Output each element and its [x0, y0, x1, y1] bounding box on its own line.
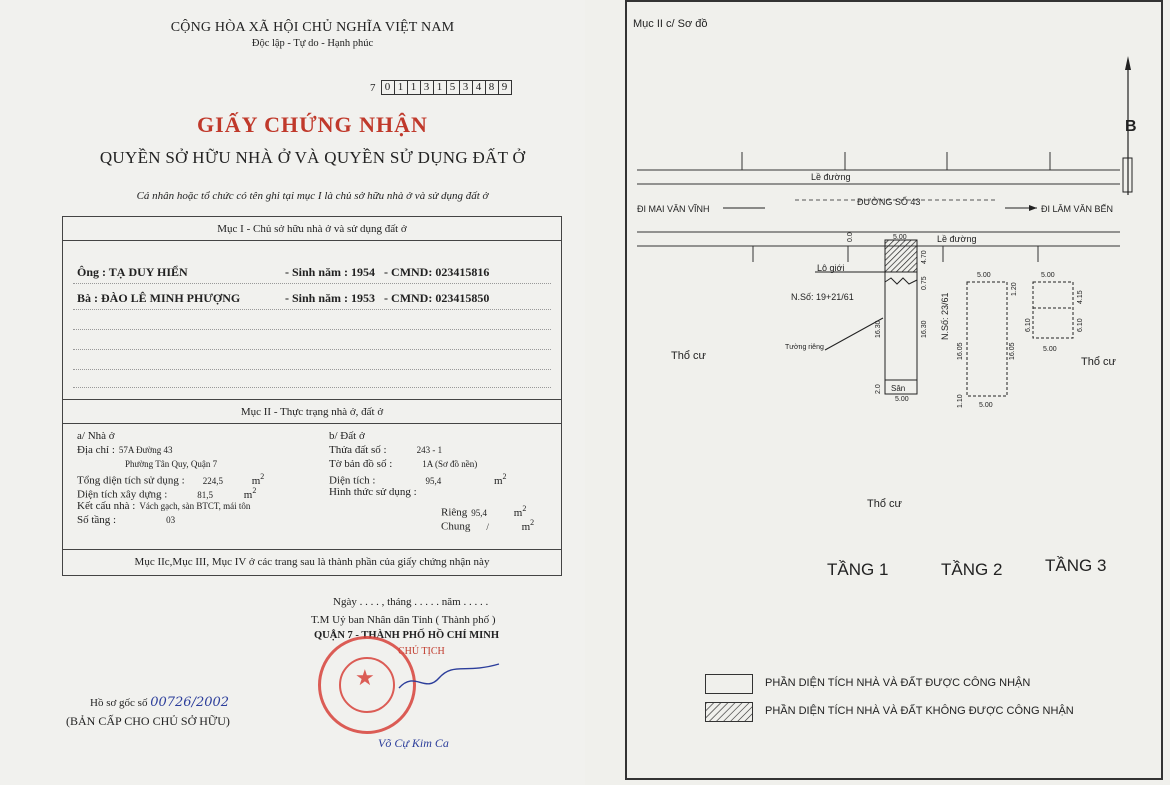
- date-line: Ngày . . . . , tháng . . . . . năm . . . . .: [333, 596, 489, 608]
- ward-value: [121, 458, 217, 470]
- structure-field: [77, 500, 250, 512]
- land-use-bottom: Thổ cư: [867, 498, 902, 510]
- built-area-label: Diện tích xây dựng :: [77, 488, 168, 501]
- shared-label: Chung: [441, 520, 471, 533]
- serial-digit: 1: [433, 80, 447, 95]
- floor3-outline: [1033, 282, 1073, 338]
- party-wall-label: Tường riêng: [785, 344, 824, 351]
- land-area-field: Diện tích : 95,4 $m^2$: [329, 472, 507, 487]
- record-value: 00726/2002: [150, 695, 230, 710]
- map-label: Tờ bản đồ số :: [329, 458, 393, 470]
- serial-digit: 0: [381, 80, 395, 95]
- neighbor-right: N.Số: 23/61: [940, 292, 950, 340]
- floor3-label: TẦNG 3: [1045, 556, 1107, 575]
- dim-width: 5.00: [895, 396, 909, 403]
- section1-header: Mục I - Chủ sở hữu nhà ở và sử dụng đất ở: [63, 217, 561, 241]
- owner-1-name: Ông : TẠ DUY HIỂN: [77, 265, 188, 279]
- dim-width: 5.00: [979, 402, 993, 409]
- dotted-line: [73, 349, 551, 350]
- authority-line: T.M Uỷ ban Nhân dân Tỉnh ( Thành phố ): [311, 614, 496, 626]
- north-arrow-icon: [1125, 56, 1131, 70]
- chair-title: CHỦ TỊCH: [398, 646, 445, 657]
- dim-width: 5.00: [1041, 272, 1055, 279]
- signature-mark: [395, 660, 505, 700]
- floor2-label: TẦNG 2: [941, 560, 1003, 579]
- dim-depth: 2.0: [875, 384, 882, 394]
- structure-value: Vách gạch, sàn BTCT, mái tôn: [139, 501, 251, 511]
- owner-1-id: - CMND: 023415816: [384, 265, 490, 279]
- map-value: 1A (Sơ đồ nền): [422, 459, 478, 469]
- built-area-value: 81,5: [197, 489, 214, 500]
- sidewalk-bottom: Lề đường: [937, 234, 977, 244]
- setback-label: Lộ giới: [817, 263, 845, 273]
- dim-depth: 16.05: [1009, 342, 1016, 360]
- floor1-outline: [885, 272, 917, 394]
- unit: m: [521, 520, 531, 533]
- national-motto: Độc lập - Tự do - Hạnh phúc: [251, 38, 374, 49]
- serial-number: [370, 80, 512, 95]
- signer-name: Võ Cự Kim Ca: [378, 736, 449, 750]
- floor-area-value: 224,5: [202, 475, 223, 486]
- record-label: Hồ sơ gốc số: [90, 697, 148, 709]
- unit: m: [243, 488, 253, 501]
- dim-depth: 0.75: [921, 276, 928, 290]
- legend-recognized-swatch: [705, 674, 753, 694]
- star-icon: ★: [355, 665, 375, 690]
- legend-recognized: PHẦN DIỆN TÍCH NHÀ VÀ ĐẤT ĐƯỢC CÔNG NHẬN: [765, 677, 1031, 689]
- serial-digit: 9: [498, 80, 512, 95]
- floors-field: [77, 514, 175, 526]
- parcel-value: 243 - 1: [416, 445, 443, 455]
- dim-width: 5.00: [1043, 346, 1057, 353]
- land-use-right: Thổ cư: [1081, 356, 1116, 368]
- owner-1-birth: - Sinh năm : 1954: [285, 265, 376, 279]
- usage-label: Hình thức sử dụng :: [329, 486, 417, 498]
- serial-digit: 3: [420, 80, 434, 95]
- footer-note: Mục IIc,Mục III, Mục IV ở các trang sau là thành phần của giấy chứng nhận này: [62, 550, 562, 576]
- certificate-note: Cá nhân hoặc tổ chức có tên ghi tại mục I là chủ sở hữu nhà ở và sử dụng đất ở: [136, 190, 489, 202]
- parcel-field: [329, 444, 442, 456]
- status-section: [62, 400, 562, 550]
- house-heading: a/ Nhà ở: [77, 430, 115, 442]
- legend-unrecognized: PHẦN DIỆN TÍCH NHÀ VÀ ĐẤT KHÔNG ĐƯỢC CÔNG NHẬN: [765, 705, 1074, 717]
- dim-depth: 1.10: [957, 394, 964, 408]
- unit: m: [251, 474, 261, 487]
- serial-lead: 7: [370, 81, 376, 94]
- floors-label: Số tầng :: [77, 514, 117, 526]
- dim-depth: 6.10: [1025, 318, 1032, 332]
- dim-width: 5.00: [893, 234, 907, 241]
- serial-digit: 4: [472, 80, 486, 95]
- unit: m: [493, 474, 503, 487]
- unit: m: [513, 506, 523, 519]
- owner-2-birth: - Sinh năm : 1953: [285, 291, 376, 305]
- certificate-subtitle: QUYỀN SỞ HỮU NHÀ Ở VÀ QUYỀN SỬ DỤNG ĐẤT Ở: [99, 148, 526, 167]
- dim-depth: 4.15: [1077, 290, 1084, 304]
- land-area-label: Diện tích :: [329, 474, 376, 487]
- built-area-field: Diện tích xây dựng : 81,5 $m^2$: [77, 486, 257, 501]
- ward-text: Phường Tân Quy, Quận 7: [125, 459, 218, 469]
- copy-note: (BẢN CẤP CHO CHỦ SỞ HỮU): [66, 714, 230, 728]
- serial-digit: 1: [394, 80, 408, 95]
- arrow-right-icon: [1029, 205, 1037, 211]
- address-value: 57A Đường 43: [118, 445, 173, 455]
- floor-area-field: Tổng diện tích sử dụng : 224,5 $m^2$: [77, 472, 265, 487]
- shared-field: Chung / $m^2$: [441, 518, 535, 533]
- serial-digit: 5: [446, 80, 460, 95]
- sidewalk-top: Lề đường: [811, 172, 851, 182]
- dim-depth: 1.20: [1011, 282, 1018, 296]
- road-name: ĐƯỜNG SỐ 43: [857, 197, 921, 207]
- dotted-line: [73, 309, 551, 310]
- porch-label: Sân: [891, 384, 906, 393]
- dotted-line: [73, 369, 551, 370]
- parcel-label: Thửa đất số :: [329, 444, 387, 456]
- private-field: Riêng 95,4 $m^2$: [441, 504, 527, 519]
- dim-depth: 6.10: [1077, 318, 1084, 332]
- map-field: [329, 458, 477, 470]
- north-label: B: [1125, 118, 1137, 135]
- dim-depth: 0.0: [847, 232, 854, 242]
- land-area-value: 95,4: [425, 475, 442, 486]
- floor-area-label: Tổng diện tích sử dụng :: [77, 474, 185, 487]
- dim-depth: 16.30: [875, 320, 882, 338]
- owners-section: [62, 216, 562, 400]
- address-label: Địa chỉ :: [77, 444, 115, 456]
- dotted-line: [73, 283, 551, 284]
- owner-2-id: - CMND: 023415850: [384, 291, 490, 305]
- section-label: Mục II c/ Sơ đồ: [633, 18, 708, 30]
- address-field: [77, 444, 173, 456]
- road-east: ĐI LÂM VĂN BẾN: [1041, 204, 1114, 214]
- dim-depth: 16.05: [957, 342, 964, 360]
- site-plan-page: [585, 0, 1170, 785]
- certificate-title: GIẤY CHỨNG NHẬN: [197, 112, 428, 137]
- owner-1: [77, 265, 489, 280]
- record-number: [90, 695, 229, 710]
- wall-zigzag: [885, 278, 917, 284]
- serial-digit: 3: [459, 80, 473, 95]
- owner-2-name: Bà : ĐÀO LÊ MINH PHƯỢNG: [77, 291, 241, 305]
- dotted-line: [73, 329, 551, 330]
- owner-2: [77, 291, 489, 306]
- serial-digit: 8: [485, 80, 499, 95]
- dim-depth: 16.30: [921, 320, 928, 338]
- national-header: CỘNG HÒA XÃ HỘI CHỦ NGHĨA VIỆT NAM: [170, 20, 455, 35]
- neighbor-left: N.Số: 19+21/61: [791, 292, 854, 302]
- unrecognized-area: [885, 240, 917, 272]
- floor2-outline: [967, 282, 1007, 396]
- private-label: Riêng: [441, 506, 468, 519]
- dim-width: 5.00: [977, 272, 991, 279]
- floors-value: 03: [166, 515, 176, 525]
- authority-district: QUẬN 7 - THÀNH PHỐ HỒ CHÍ MINH: [314, 630, 500, 641]
- serial-digit: 1: [407, 80, 421, 95]
- private-value: 95,4: [471, 507, 488, 518]
- dotted-line: [73, 387, 551, 388]
- shared-value: /: [486, 521, 489, 532]
- structure-label: Kết cấu nhà :: [77, 500, 136, 512]
- land-use-left: Thổ cư: [671, 350, 706, 362]
- floor1-label: TẦNG 1: [827, 560, 889, 579]
- land-heading: b/ Đất ở: [329, 430, 365, 442]
- section2-header: Mục II - Thực trạng nhà ở, đất ở: [63, 400, 561, 424]
- legend-unrecognized-swatch: [705, 702, 753, 722]
- dim-depth: 4.70: [921, 250, 928, 264]
- road-west: ĐI MAI VĂN VĨNH: [637, 204, 710, 214]
